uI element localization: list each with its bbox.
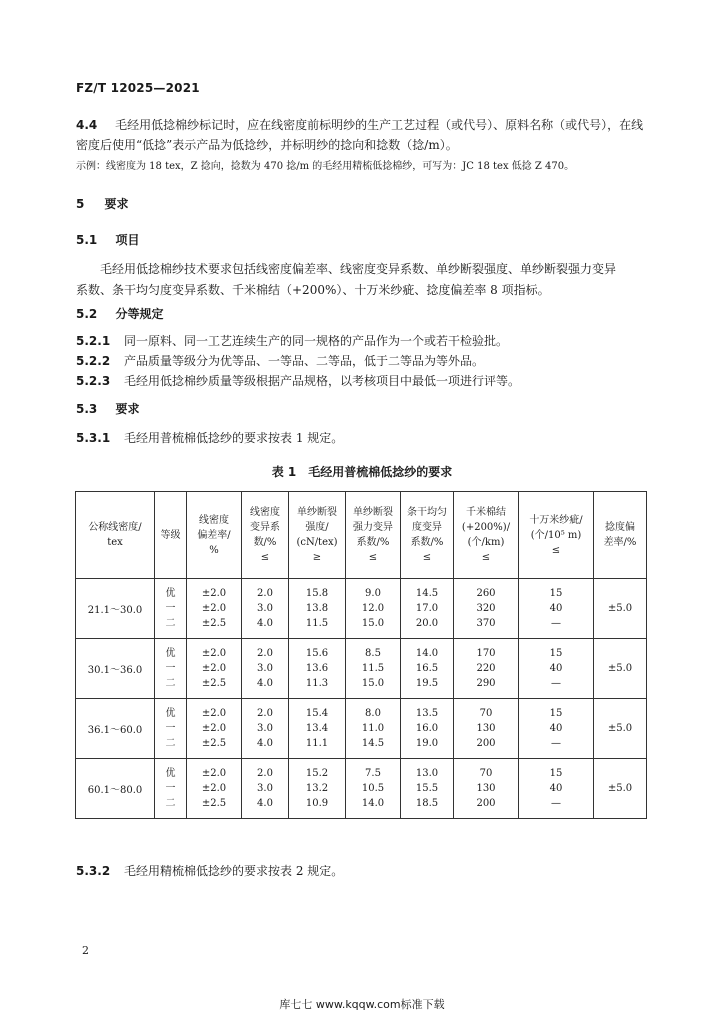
cell-value: ±2.5 [201, 738, 227, 749]
clause-text: 毛经用精梳棉低捻纱的要求按表 2 规定。 [124, 864, 344, 878]
cell-nominal-range: 60.1～80.0 [76, 759, 155, 819]
cell-value: 220 [476, 663, 496, 674]
cell-value: ±2.5 [201, 618, 227, 629]
header-line: 公称线密度/ [88, 522, 142, 533]
cell-value: 4.0 [257, 678, 273, 689]
table-header-row [76, 492, 647, 579]
cell-value: 200 [476, 738, 496, 749]
cell-value: 14.5 [415, 588, 439, 599]
clause-text: 产品质量等级分为优等品、一等品、二等品，低于二等品为等外品。 [124, 354, 485, 368]
cell-tenacity [289, 579, 346, 639]
cell-value: 2.0 [257, 648, 273, 659]
cell-value: ±2.5 [201, 798, 227, 809]
cell-value: 10.5 [361, 783, 385, 794]
cell-value: 15 [549, 588, 563, 599]
header-line: ≤ [481, 552, 491, 563]
header-line: 单纱断裂 [297, 507, 337, 518]
clause-text: 毛经用普梳棉低捻纱的要求按表 1 规定。 [124, 431, 344, 445]
cell-value: 290 [476, 678, 496, 689]
cell-faults [519, 639, 594, 699]
cell-value: ±2.0 [201, 588, 227, 599]
cell-twist-deviation: ±5.0 [594, 579, 647, 639]
cell-deviation [187, 759, 242, 819]
cell-value: 4.0 [257, 618, 273, 629]
paragraph-4-4-line2: 密度后使用“低捻”表示产品为低捻纱，并标明纱的捻向和捻数（捻/m）。 [76, 138, 458, 152]
header-line: ≤ [368, 552, 378, 563]
cell-value: ±2.0 [201, 603, 227, 614]
cell-evenness-cv [401, 759, 454, 819]
cell-neps [454, 759, 519, 819]
section-number: 5.1 [76, 233, 98, 247]
cell-value: 3.0 [257, 603, 273, 614]
section-number: 5.3.2 [76, 864, 111, 878]
section-number: 5.2.3 [76, 374, 111, 388]
cell-density-cv [242, 639, 289, 699]
cell-value: 14.0 [415, 648, 439, 659]
cell-value: 2.0 [257, 708, 273, 719]
cell-evenness-cv [401, 579, 454, 639]
header-line: % [209, 544, 219, 556]
cell-value: ±2.5 [201, 678, 227, 689]
header-line: 变异系 [250, 522, 280, 533]
cell-value: 3.0 [257, 783, 273, 794]
cell-value: ±2.0 [201, 783, 227, 794]
col-header-yarn-faults [519, 492, 594, 579]
cell-value: ±2.0 [201, 768, 227, 779]
header-line: 单纱断裂 [353, 507, 393, 518]
cell-value: 15 [549, 648, 563, 659]
cell-value: 130 [476, 783, 496, 794]
table-caption: 表 1 毛经用普梳棉低捻纱的要求 [271, 465, 453, 479]
header-line: 偏差率/ [197, 529, 231, 541]
cell-faults [519, 699, 594, 759]
cell-value: 15 [549, 768, 563, 779]
cell-value: 20.0 [415, 618, 439, 629]
section-number: 5.3.1 [76, 431, 111, 445]
section-5-3-heading [76, 400, 139, 419]
cell-nominal-range: 21.1～30.0 [76, 579, 155, 639]
header-line: 系数/% [356, 537, 390, 548]
cell-value: 11.5 [305, 618, 329, 629]
header-line: ≤ [260, 552, 270, 563]
grade-label: 优 [165, 768, 176, 779]
header-line: (个/km) [467, 537, 505, 548]
cell-value: 40 [549, 663, 563, 674]
paragraph-text: 毛经用低捻棉纱标记时，应在线密度前标明纱的生产工艺过程（或代号）、原料名称（或代号），在线 [115, 118, 644, 132]
cell-neps [454, 699, 519, 759]
section-number: 5.2.2 [76, 354, 111, 368]
cell-value: — [551, 798, 561, 809]
grade-label: 二 [165, 678, 176, 689]
col-header-grade [155, 492, 187, 579]
cell-value: ±2.0 [201, 723, 227, 734]
section-number: 5.3 [76, 402, 98, 416]
header-line: 差率/% [603, 537, 637, 548]
table-row [76, 759, 647, 819]
requirements-table [75, 491, 647, 819]
table-row [76, 699, 647, 759]
watermark-footer: 库七七 www.kqqw.com标准下载 [279, 998, 445, 1011]
header-line: (+200%)/ [461, 522, 511, 533]
cell-twist-deviation: ±5.0 [594, 699, 647, 759]
header-line: 强度/ [305, 522, 329, 533]
cell-neps [454, 639, 519, 699]
header-line: tex [107, 537, 123, 548]
section-title: 要求 [115, 402, 140, 416]
cell-value: 18.5 [415, 798, 439, 809]
cell-strength-cv [346, 579, 401, 639]
cell-value: 4.0 [257, 798, 273, 809]
grade-label: 二 [165, 738, 176, 749]
paragraph-5-1-line2: 系数、条干均匀度变异系数、千米棉结（+200%）、十万米纱疵、捻度偏差率 8 项指标。 [76, 283, 550, 297]
cell-value: 15.5 [415, 783, 439, 794]
cell-value: 16.0 [415, 723, 439, 734]
cell-value: 13.2 [305, 783, 329, 794]
page-number: 2 [82, 944, 89, 957]
cell-value: 14.0 [361, 798, 385, 809]
section-number: 5 [76, 197, 85, 211]
section-number: 5.2.1 [76, 334, 111, 348]
header-line: (cN/tex) [296, 537, 338, 548]
cell-value: 17.0 [415, 603, 439, 614]
cell-value: 9.0 [365, 588, 381, 599]
header-line: 十万米纱疵/ [529, 514, 583, 526]
cell-value: 40 [549, 723, 563, 734]
standard-number: FZ/T 12025—2021 [76, 81, 200, 95]
cell-value: 70 [479, 708, 493, 719]
cell-value: 11.3 [305, 678, 329, 689]
col-header-evenness-cv [401, 492, 454, 579]
clause-5-2-3 [76, 372, 520, 391]
grade-label: 一 [165, 603, 176, 614]
header-line: 等级 [160, 529, 181, 541]
cell-value: — [551, 618, 561, 629]
example-note: 示例：线密度为 18 tex，Z 捻向，捻数为 470 捻/m 的毛经用精梳低捻棉纱，可写为：JC 18 tex 低捻 Z 470。 [76, 161, 575, 172]
clause-5-2-1 [76, 332, 508, 351]
clause-5-3-1 [76, 429, 343, 448]
cell-value: 10.9 [305, 798, 329, 809]
cell-value: — [551, 678, 561, 689]
cell-grades [155, 699, 187, 759]
section-title: 要求 [104, 197, 129, 211]
cell-nominal-range: 30.1～36.0 [76, 639, 155, 699]
paragraph-5-1-line1: 毛经用低捻棉纱技术要求包括线密度偏差率、线密度变异系数、单纱断裂强度、单纱断裂强力变异 [100, 262, 617, 276]
table-row [76, 579, 647, 639]
section-title: 项目 [115, 233, 140, 247]
header-line: ≤ [551, 544, 561, 556]
cell-value: 170 [476, 648, 496, 659]
cell-value: 40 [549, 603, 563, 614]
cell-value: 14.5 [361, 738, 385, 749]
cell-value: 8.0 [365, 708, 381, 719]
cell-density-cv [242, 579, 289, 639]
col-header-density-cv [242, 492, 289, 579]
cell-value: ±2.0 [201, 708, 227, 719]
cell-value: 15.6 [305, 648, 329, 659]
grade-label: 二 [165, 618, 176, 629]
section-5-1-heading [76, 231, 139, 250]
cell-deviation [187, 639, 242, 699]
cell-tenacity [289, 639, 346, 699]
cell-value: 200 [476, 798, 496, 809]
grade-label: 优 [165, 588, 176, 599]
paragraph-4-4-line1 [76, 116, 643, 135]
header-line: 捻度偏 [605, 522, 635, 533]
cell-value: 13.4 [305, 723, 329, 734]
cell-density-cv [242, 699, 289, 759]
cell-evenness-cv [401, 699, 454, 759]
cell-value: 2.0 [257, 588, 273, 599]
grade-label: 一 [165, 783, 176, 794]
header-line: 千米棉结 [466, 507, 506, 518]
header-line: (个/10⁵ m) [530, 529, 582, 541]
header-line: 度变异 [412, 522, 442, 533]
section-5-heading [76, 195, 129, 214]
clause-text: 毛经用低捻棉纱质量等级根据产品规格，以考核项目中最低一项进行评等。 [124, 374, 521, 388]
grade-label: 优 [165, 708, 176, 719]
col-header-strength-cv [346, 492, 401, 579]
grade-label: 一 [165, 723, 176, 734]
cell-value: 15 [549, 708, 563, 719]
cell-value: 370 [476, 618, 496, 629]
cell-grades [155, 759, 187, 819]
cell-value: 3.0 [257, 663, 273, 674]
cell-faults [519, 759, 594, 819]
cell-value: 3.0 [257, 723, 273, 734]
cell-value: 130 [476, 723, 496, 734]
cell-value: 11.1 [305, 738, 329, 749]
clause-5-2-2 [76, 352, 484, 371]
cell-value: ±2.0 [201, 663, 227, 674]
cell-grades [155, 639, 187, 699]
cell-value: 260 [476, 588, 496, 599]
cell-value: 11.5 [361, 663, 385, 674]
cell-strength-cv [346, 699, 401, 759]
cell-twist-deviation: ±5.0 [594, 639, 647, 699]
header-line: 线密度 [199, 514, 229, 526]
cell-value: 15.2 [305, 768, 329, 779]
cell-deviation [187, 579, 242, 639]
col-header-density-deviation [187, 492, 242, 579]
cell-tenacity [289, 759, 346, 819]
cell-value: 13.5 [415, 708, 439, 719]
cell-value: 70 [479, 768, 493, 779]
header-line: 线密度 [250, 507, 280, 518]
cell-value: 15.0 [361, 678, 385, 689]
cell-value: 16.5 [415, 663, 439, 674]
grade-label: 一 [165, 663, 176, 674]
cell-twist-deviation: ±5.0 [594, 759, 647, 819]
cell-value: 19.5 [415, 678, 439, 689]
cell-value: 15.0 [361, 618, 385, 629]
cell-strength-cv [346, 639, 401, 699]
section-number: 4.4 [76, 118, 98, 132]
cell-value: ±2.0 [201, 648, 227, 659]
cell-value: 4.0 [257, 738, 273, 749]
cell-strength-cv [346, 759, 401, 819]
cell-value: 320 [476, 603, 496, 614]
cell-deviation [187, 699, 242, 759]
cell-density-cv [242, 759, 289, 819]
header-line: ≥ [312, 552, 322, 563]
cell-evenness-cv [401, 639, 454, 699]
col-header-neps [454, 492, 519, 579]
header-line: 条干均匀 [407, 507, 447, 518]
col-header-tenacity [289, 492, 346, 579]
cell-value: 40 [549, 783, 563, 794]
cell-faults [519, 579, 594, 639]
col-header-twist-deviation [594, 492, 647, 579]
clause-text: 同一原料、同一工艺连续生产的同一规格的产品作为一个或若干检验批。 [124, 334, 509, 348]
header-line: 系数/% [410, 537, 444, 548]
header-line: 强力变异 [353, 522, 393, 533]
table-row [76, 639, 647, 699]
col-header-nominal-density [76, 492, 155, 579]
cell-value: 13.6 [305, 663, 329, 674]
cell-value: 8.5 [365, 648, 381, 659]
cell-value: 7.5 [365, 768, 381, 779]
grade-label: 二 [165, 798, 176, 809]
cell-neps [454, 579, 519, 639]
cell-value: 13.0 [415, 768, 439, 779]
cell-value: — [551, 738, 561, 749]
cell-value: 13.8 [305, 603, 329, 614]
cell-value: 19.0 [415, 738, 439, 749]
clause-5-3-2 [76, 862, 343, 881]
section-title: 分等规定 [115, 307, 164, 321]
cell-nominal-range: 36.1～60.0 [76, 699, 155, 759]
cell-value: 15.8 [305, 588, 329, 599]
header-line: ≤ [422, 552, 432, 563]
cell-value: 2.0 [257, 768, 273, 779]
cell-tenacity [289, 699, 346, 759]
section-number: 5.2 [76, 307, 98, 321]
cell-value: 11.0 [361, 723, 385, 734]
cell-value: 12.0 [361, 603, 385, 614]
section-5-2-heading [76, 305, 163, 324]
header-line: 数/% [253, 537, 277, 548]
cell-grades [155, 579, 187, 639]
cell-value: 15.4 [305, 708, 329, 719]
grade-label: 优 [165, 648, 176, 659]
